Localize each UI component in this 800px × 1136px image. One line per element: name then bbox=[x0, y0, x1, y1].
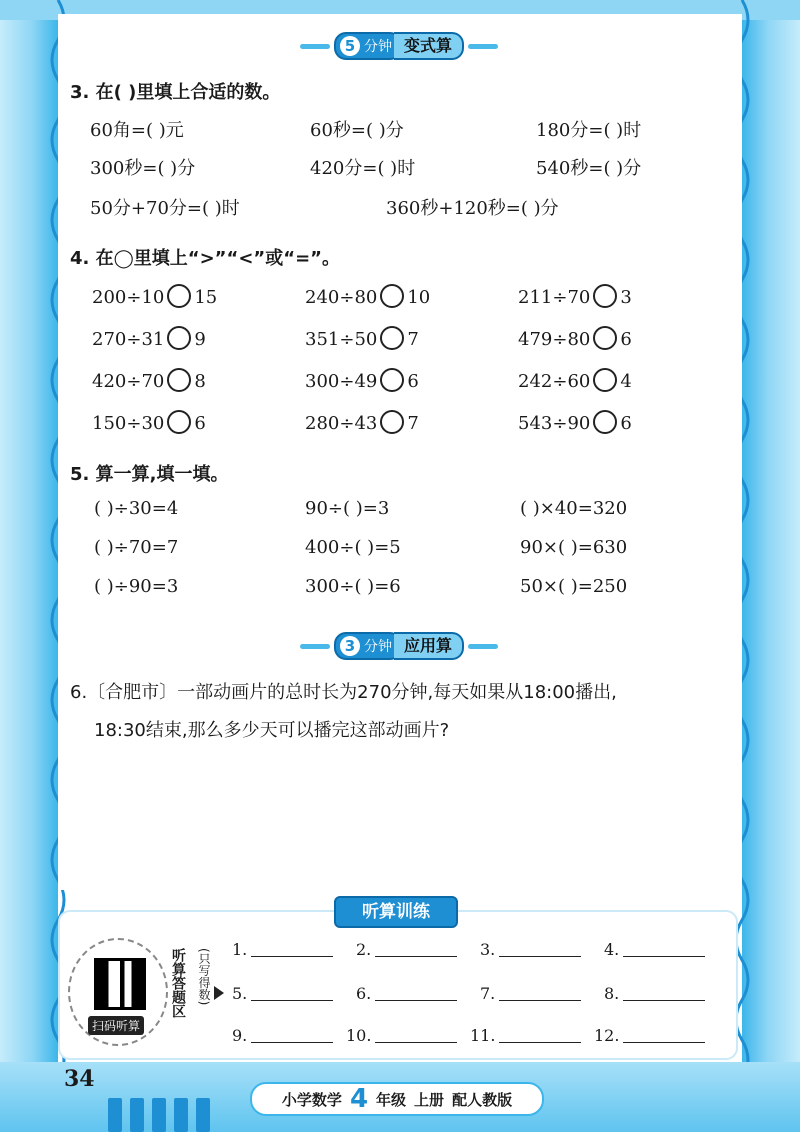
q4-value: 6 bbox=[620, 413, 632, 434]
minutes-unit: 分钟 bbox=[364, 39, 392, 55]
answer-blank[interactable] bbox=[594, 1026, 705, 1045]
answer-line[interactable] bbox=[375, 942, 457, 957]
qr-code[interactable] bbox=[94, 958, 146, 1010]
section-header-applied-calc bbox=[300, 634, 498, 658]
compare-circle[interactable] bbox=[380, 368, 404, 392]
q3-item: 300秒=( )分 bbox=[90, 158, 196, 179]
stripe bbox=[152, 1098, 166, 1132]
minutes-number: 5 bbox=[340, 36, 360, 56]
answer-line[interactable] bbox=[251, 942, 333, 957]
answer-number: 11. bbox=[470, 1026, 496, 1045]
question-5-title: 5. 算一算,填一填。 bbox=[70, 464, 229, 485]
q4-value: 7 bbox=[407, 413, 419, 434]
answer-blank[interactable] bbox=[604, 940, 705, 959]
q4-compare-item bbox=[518, 410, 632, 434]
answer-number: 8. bbox=[604, 984, 620, 1003]
answer-note: (只写得数) bbox=[197, 948, 211, 1006]
compare-circle[interactable] bbox=[380, 410, 404, 434]
q5-item: ( )÷30=4 bbox=[94, 498, 179, 519]
question-3-title: 3. 在( )里填上合适的数。 bbox=[70, 82, 281, 103]
stripe bbox=[174, 1098, 188, 1132]
stripe bbox=[196, 1098, 210, 1132]
compare-circle[interactable] bbox=[593, 368, 617, 392]
q4-expr: 200÷10 bbox=[92, 287, 165, 308]
q4-expr: 270÷31 bbox=[92, 329, 165, 350]
q4-compare-item bbox=[518, 326, 632, 350]
q3-item: 540秒=( )分 bbox=[536, 158, 642, 179]
section-title: 应用算 bbox=[394, 632, 464, 660]
header-line-right bbox=[468, 644, 498, 649]
q4-value: 6 bbox=[194, 413, 206, 434]
q4-value: 10 bbox=[407, 287, 431, 308]
q5-item: ( )÷90=3 bbox=[94, 576, 179, 597]
timer-pill bbox=[334, 632, 402, 660]
q4-compare-item bbox=[305, 326, 419, 350]
q4-value: 6 bbox=[620, 329, 632, 350]
question-6-line-1: 6.〔合肥市〕一部动画片的总时长为270分钟,每天如果从18:00播出, bbox=[70, 682, 617, 703]
q3-item: 420分=( )时 bbox=[310, 158, 416, 179]
q5-item: ( )×40=320 bbox=[520, 498, 628, 519]
header-line-left bbox=[300, 644, 330, 649]
q4-value: 8 bbox=[194, 371, 206, 392]
answer-blank[interactable] bbox=[232, 984, 333, 1003]
q5-item: ( )÷70=7 bbox=[94, 537, 179, 558]
compare-circle[interactable] bbox=[593, 410, 617, 434]
question-6-line-2: 18:30结束,那么多少天可以播完这部动画片? bbox=[94, 720, 450, 741]
answer-number: 1. bbox=[232, 940, 248, 959]
q4-value: 6 bbox=[407, 371, 419, 392]
q3-item: 60秒=( )分 bbox=[310, 120, 404, 141]
q4-expr: 211÷70 bbox=[518, 287, 591, 308]
q4-expr: 543÷90 bbox=[518, 413, 591, 434]
q3-item: 50分+70分=( )时 bbox=[90, 198, 240, 219]
answer-number: 12. bbox=[594, 1026, 620, 1045]
answer-number: 3. bbox=[480, 940, 496, 959]
q4-compare-item bbox=[92, 410, 206, 434]
answer-number: 9. bbox=[232, 1026, 248, 1045]
q3-item: 180分=( )时 bbox=[536, 120, 642, 141]
q4-expr: 420÷70 bbox=[92, 371, 165, 392]
question-4-title: 4. 在◯里填上“>”“<”或“=”。 bbox=[70, 248, 340, 269]
answer-blank[interactable] bbox=[604, 984, 705, 1003]
answer-blank[interactable] bbox=[470, 1026, 581, 1045]
answer-line[interactable] bbox=[623, 1028, 705, 1043]
stripe bbox=[108, 1098, 122, 1132]
q4-value: 9 bbox=[194, 329, 206, 350]
q4-compare-item bbox=[305, 284, 430, 308]
compare-circle[interactable] bbox=[167, 368, 191, 392]
minutes-unit: 分钟 bbox=[364, 639, 392, 655]
footer-stripes bbox=[108, 1098, 218, 1136]
q4-compare-item bbox=[518, 284, 632, 308]
q4-expr: 351÷50 bbox=[305, 329, 378, 350]
answer-line[interactable] bbox=[623, 986, 705, 1001]
answer-number: 2. bbox=[356, 940, 372, 959]
book-info-bar bbox=[250, 1082, 544, 1116]
compare-circle[interactable] bbox=[380, 284, 404, 308]
volume: 上册 bbox=[414, 1090, 445, 1109]
q5-item: 90÷( )=3 bbox=[305, 498, 390, 519]
edition: 配人教版 bbox=[452, 1090, 513, 1109]
stripe bbox=[130, 1098, 144, 1132]
answer-line[interactable] bbox=[375, 986, 457, 1001]
q5-item: 400÷( )=5 bbox=[305, 537, 401, 558]
grade-number: 4 bbox=[349, 1084, 369, 1114]
q4-expr: 280÷43 bbox=[305, 413, 378, 434]
compare-circle[interactable] bbox=[167, 410, 191, 434]
answer-line[interactable] bbox=[251, 1028, 333, 1043]
q4-compare-item bbox=[518, 368, 632, 392]
answer-blank[interactable] bbox=[356, 984, 457, 1003]
section-title: 变式算 bbox=[394, 32, 464, 60]
compare-circle[interactable] bbox=[593, 284, 617, 308]
answer-number: 6. bbox=[356, 984, 372, 1003]
answer-number: 10. bbox=[346, 1026, 372, 1045]
header-line-left bbox=[300, 44, 330, 49]
minutes-number: 3 bbox=[340, 636, 360, 656]
compare-circle[interactable] bbox=[167, 284, 191, 308]
q3-item: 360秒+120秒=( )分 bbox=[386, 198, 559, 219]
q4-expr: 242÷60 bbox=[518, 371, 591, 392]
answer-blank[interactable] bbox=[346, 1026, 457, 1045]
q4-compare-item bbox=[305, 368, 419, 392]
answer-blank[interactable] bbox=[232, 940, 333, 959]
q5-item: 300÷( )=6 bbox=[305, 576, 401, 597]
q4-expr: 150÷30 bbox=[92, 413, 165, 434]
answer-line[interactable] bbox=[623, 942, 705, 957]
listening-title: 听算训练 bbox=[334, 896, 458, 928]
q4-value: 4 bbox=[620, 371, 632, 392]
section-header-variant-calc bbox=[300, 34, 498, 58]
compare-circle[interactable] bbox=[167, 326, 191, 350]
q4-compare-item bbox=[92, 368, 206, 392]
grade-suffix: 年级 bbox=[376, 1090, 407, 1109]
q4-compare-item bbox=[92, 284, 217, 308]
q4-value: 3 bbox=[620, 287, 632, 308]
q3-item: 60角=( )元 bbox=[90, 120, 184, 141]
answer-blank[interactable] bbox=[356, 940, 457, 959]
answer-line[interactable] bbox=[251, 986, 333, 1001]
q4-expr: 479÷80 bbox=[518, 329, 591, 350]
q4-compare-item bbox=[305, 410, 419, 434]
q4-compare-item bbox=[92, 326, 206, 350]
header-line-right bbox=[468, 44, 498, 49]
answer-blank[interactable] bbox=[480, 940, 581, 959]
subject: 小学数学 bbox=[281, 1090, 342, 1109]
answer-line[interactable] bbox=[499, 986, 581, 1001]
answer-blank[interactable] bbox=[232, 1026, 333, 1045]
q4-expr: 300÷49 bbox=[305, 371, 378, 392]
worksheet-paper bbox=[58, 14, 742, 890]
q5-item: 50×( )=250 bbox=[520, 576, 628, 597]
answer-number: 4. bbox=[604, 940, 620, 959]
answer-blank[interactable] bbox=[480, 984, 581, 1003]
answer-line[interactable] bbox=[375, 1028, 457, 1043]
compare-circle[interactable] bbox=[380, 326, 404, 350]
answer-number: 5. bbox=[232, 984, 248, 1003]
compare-circle[interactable] bbox=[593, 326, 617, 350]
qr-label: 扫码听算 bbox=[88, 1016, 144, 1035]
arrow-right-icon bbox=[214, 986, 224, 1000]
answer-area-label: 听算答题区 bbox=[170, 948, 186, 1018]
timer-pill bbox=[334, 32, 402, 60]
q5-item: 90×( )=630 bbox=[520, 537, 628, 558]
answer-line[interactable] bbox=[499, 1028, 581, 1043]
answer-line[interactable] bbox=[499, 942, 581, 957]
page-number: 34 bbox=[64, 1066, 95, 1092]
q4-value: 7 bbox=[407, 329, 419, 350]
answer-number: 7. bbox=[480, 984, 496, 1003]
q4-expr: 240÷80 bbox=[305, 287, 378, 308]
q4-value: 15 bbox=[194, 287, 218, 308]
